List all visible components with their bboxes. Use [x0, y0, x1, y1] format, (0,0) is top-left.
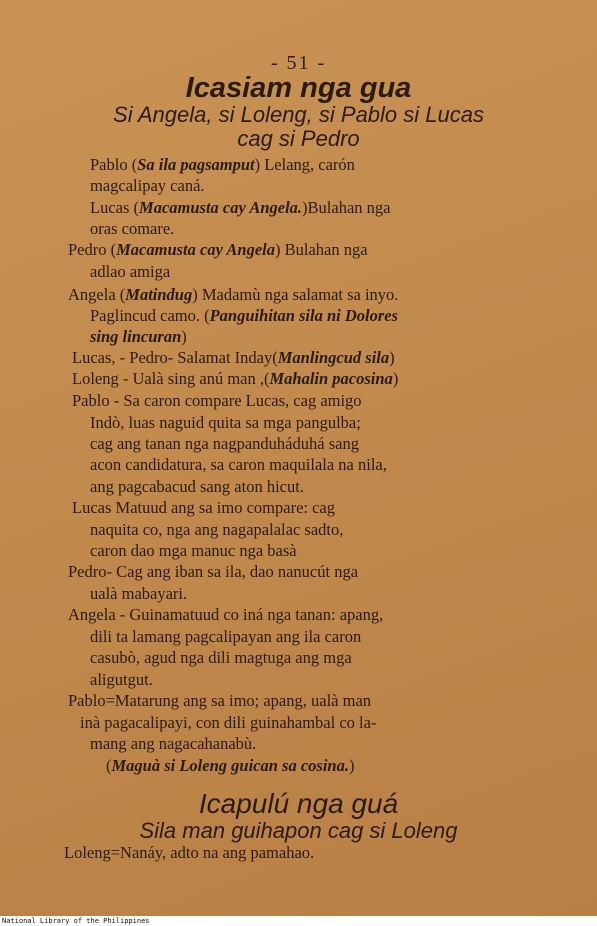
stage-direction: Matindug: [125, 285, 193, 304]
dialogue-line: [90, 584, 187, 603]
line-text: adlao amiga: [90, 262, 171, 281]
line-text: mang ang nagacahanabù.: [90, 734, 257, 753]
dialogue-line: [68, 240, 368, 259]
line-text: ): [181, 327, 187, 346]
dialogue-line: [90, 434, 359, 453]
line-text: naquita co, nga ang nagapalalac sadto,: [90, 520, 344, 539]
line-text: magcalipay caná.: [90, 176, 205, 195]
line-text: ) Madamù nga salamat sa inyo.: [192, 285, 399, 304]
line-text: Pablo=Matarung ang sa imo; apang, ualà man: [68, 691, 372, 710]
line-text: oras comare.: [90, 219, 175, 238]
line-text: Lucas, - Pedro- Salamat Inday(: [72, 348, 278, 367]
line-text: ): [392, 369, 399, 388]
dialogue-line: [72, 369, 398, 388]
stage-direction: Mahalin pacosina: [269, 369, 393, 388]
stage-direction: Sa ila pagsamput: [137, 155, 255, 174]
dialogue-line: [90, 520, 343, 539]
dialogue-line: [90, 219, 174, 238]
stage-direction: sing lincuran: [90, 327, 182, 346]
dialogue-line: [72, 348, 395, 367]
line-text: ): [389, 348, 395, 367]
dialogue-line-last: Loleng=Nanáy, adto na ang pamahao.: [64, 843, 315, 862]
dialogue-line: [80, 713, 376, 732]
line-text: Indò, luas naguid quita sa mga pangulba;: [90, 413, 361, 432]
line-text: caron dao mga manuc nga basà: [90, 541, 297, 560]
dialogue-line: [90, 541, 297, 560]
dialogue-line: [90, 413, 361, 432]
footer-credit: National Library of the Philippines: [2, 917, 150, 925]
line-text: Pablo - Sa caron compare Lucas, cag amigo: [72, 391, 362, 410]
dialogue-line: [68, 285, 398, 304]
line-text: (: [106, 756, 112, 775]
dialogue-line: [90, 648, 352, 667]
line-text: ualà mabayari.: [90, 584, 188, 603]
dialogue-line: [90, 455, 387, 474]
scene-characters-cont: cag si Pedro: [237, 126, 360, 151]
line-text: ) Lelang, carón: [254, 155, 355, 174]
line-text: acon candidatura, sa caron maquilala na nila,: [90, 455, 387, 474]
line-text: dili ta lamang pagcalipayan ang ila caron: [90, 627, 362, 646]
scene-heading-2: Icapulú nga guá: [198, 788, 399, 819]
dialogue-line: [72, 391, 362, 410]
line-text: ang pagcabacud sang aton hicut.: [90, 477, 304, 496]
line-text: Paglincud camo. (: [90, 306, 210, 325]
line-text: Loleng - Ualà sing anú man ,(: [72, 369, 270, 388]
line-text: Pedro- Cag ang iban sa ila, dao nanucút nga: [68, 562, 359, 581]
line-text: Angela - Guinamatuud co iná nga tanan: apang,: [68, 605, 384, 624]
dialogue-line: [90, 477, 304, 496]
dialogue-line: [90, 176, 205, 195]
line-text: inà pagacalipayi, con dili guinahambal co la-: [80, 713, 377, 732]
line-text: aligutgut.: [90, 670, 153, 689]
line-text: casubò, agud nga dili magtuga ang mga: [90, 648, 352, 667]
line-text: ): [348, 756, 355, 775]
line-text: Angela (: [68, 285, 126, 304]
line-text: Pedro (: [68, 240, 117, 259]
stage-direction: Manlingcud sila: [277, 348, 390, 367]
stage-direction: Macamusta cay Angela: [116, 240, 276, 259]
line-text: cag ang tanan nga nagpanduháduhá sang: [90, 434, 359, 453]
dialogue-line: [90, 262, 170, 281]
stage-direction: Maguà si Loleng guican sa cosina.: [111, 756, 349, 775]
dialogue-line: [90, 198, 390, 217]
dialogue-line: [90, 327, 187, 346]
line-text: )Bulahan nga: [302, 198, 391, 217]
scene-characters-2: Sila man guihapon cag si Loleng: [139, 818, 458, 843]
stage-direction: Macamusta cay Angela.: [139, 198, 303, 217]
scene-characters: Si Angela, si Loleng, si Pablo si Lucas: [113, 102, 484, 127]
dialogue-line: [106, 756, 354, 775]
dialogue-line: [72, 498, 335, 517]
dialogue-line: [90, 155, 355, 174]
line-text: Lucas (: [90, 198, 140, 217]
page-number: - 51 -: [270, 52, 327, 74]
dialogue-line: [68, 562, 358, 581]
dialogue-line: [90, 670, 153, 689]
scene-heading: Icasiam nga gua: [185, 72, 412, 104]
stage-direction: Panguihitan sila ni Dolores: [209, 306, 399, 325]
line-text: Lucas Matuud ang sa imo compare: cag: [72, 498, 335, 517]
line-text: Pablo (: [90, 155, 138, 174]
line-text: ) Bulahan nga: [275, 240, 368, 259]
dialogue-line: [68, 605, 383, 624]
dialogue-line: [90, 734, 256, 753]
dialogue-line: [68, 691, 371, 710]
dialogue-line: [90, 306, 398, 325]
dialogue-line: [90, 627, 361, 646]
